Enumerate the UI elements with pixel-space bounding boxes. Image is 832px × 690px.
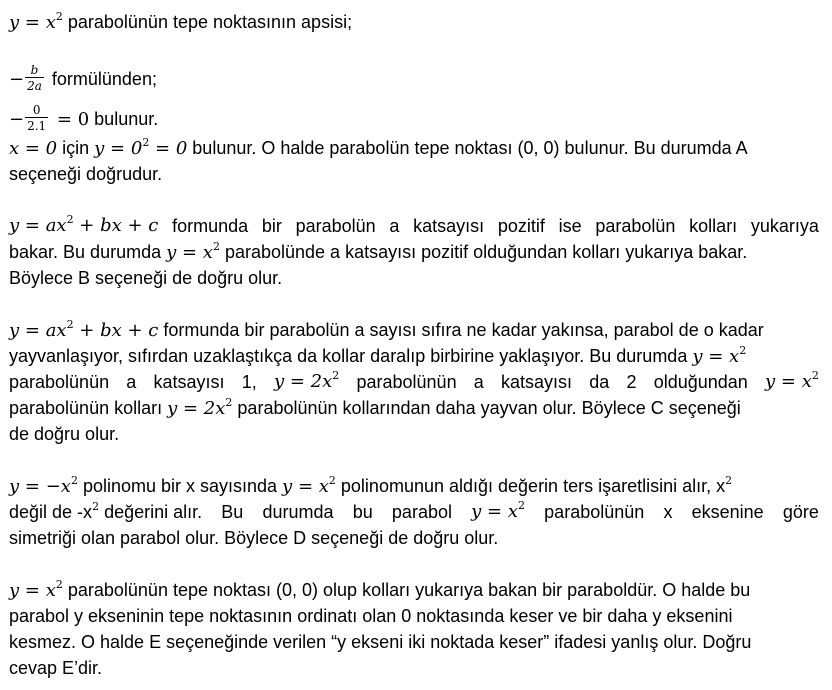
s1-line-2: − $\frac{b}{2a}$ formülünden; bbox=[9, 63, 157, 93]
s3-line-3: parabolünün a katsayısı 1, $y = 2x^2$ parabolünün a katsayısı da 2 olduğundan $y = x^2$ bbox=[9, 371, 819, 395]
s1-line-1: $y = x^2$ parabolünün tepe noktasının apsisi; bbox=[9, 10, 353, 33]
math-y-eq-x: $y = x^2$ bbox=[9, 10, 63, 33]
math-y-eq-x: $y = x^2$ bbox=[471, 499, 525, 522]
math-y-eq-x: $y = x^2$ bbox=[692, 344, 747, 367]
s5-line-1: $y = x^2$ parabolünün tepe noktası (0, 0) olup kolları yukarıya bakan bir paraboldür. O halde bu bbox=[9, 578, 751, 601]
s5-line-2: parabol y ekseninin tepe noktasının ordinatı olan 0 noktasında keser ve bir daha y eksenini bbox=[9, 606, 733, 626]
s3-line-4: parabolünün kolları $y = 2x^2$ parabolünün kollarından daha yayvan olur. Böylece C seçeneği bbox=[9, 396, 741, 419]
s2-line-2: bakar. Bu durumda $y = x^2$ parabolünde a katsayısı pozitif olduğundan kolları yukarıya bakar. bbox=[9, 240, 748, 263]
s5-line-3: kesmez. O halde E seçeneğinde verilen “y ekseni iki noktada keser” ifadesi yanlış olur. Doğru bbox=[9, 632, 752, 652]
fraction-b-over-2a: $\frac{b}{2a}$ bbox=[27, 63, 42, 93]
s3-line-2: yayvanlaşıyor, sıfırdan uzaklaştıkça da kollar daralıp birbirine yaklaşıyor. Bu durumda $y = x^2$ bbox=[9, 344, 747, 367]
s4-line-3: simetriği olan parabol olur. Böylece D seçeneği de doğru olur. bbox=[9, 528, 499, 548]
s1-line-4: x = 0 için $y = 0^2 = 0$ bulunur. O halde parabolün tepe noktası (0, 0) bulunur. Bu durumda A bbox=[9, 136, 748, 159]
fraction-0-over-2-1: $\frac{0}{2.1}$ bbox=[27, 103, 47, 133]
math-y-eq-neg-x: $y = -x^2$ bbox=[9, 474, 78, 497]
math-y-eq-0-sq: $y = 0^2 = 0$ bbox=[94, 136, 188, 159]
s4-line-1: $y = -x^2$ polinomu bir x sayısında $y = x^2$ polinomunun aldığı değerin ters işaretlisini alır, $x^2$ bbox=[9, 474, 733, 497]
s2-line-3: Böylece B seçeneği de doğru olur. bbox=[9, 268, 283, 288]
s1-line-5: seçeneği doğrudur. bbox=[9, 164, 163, 184]
s2-line-1: $y = ax^2$ + bx + c formunda bir parabolün a katsayısı pozitif ise parabolün kolları yukarıya bbox=[9, 215, 819, 239]
math-y-eq-x: $y = x^2$ bbox=[282, 474, 336, 497]
math-general-form: $y = ax^2$ + bx + c bbox=[9, 318, 159, 341]
math-y-eq-2x: $y = 2x^2$ bbox=[273, 369, 340, 392]
math-y-eq-x: $y = x^2$ bbox=[166, 240, 220, 263]
s5-line-4: cevap E’dir. bbox=[9, 658, 103, 678]
s4-line-2: değil de $-x^2$ değerini alır. Bu durumda bu parabol $y = x^2$ parabolünün x eksenine göre bbox=[9, 501, 819, 526]
math-y-eq-2x: $y = 2x^2$ bbox=[167, 396, 233, 419]
s1-line-3: − $\frac{0}{2.1}$ = 0 bulunur. bbox=[9, 103, 159, 133]
math-general-form: $y = ax^2$ + bx + c bbox=[9, 213, 159, 236]
s3-line-5: de doğru olur. bbox=[9, 424, 120, 444]
s3-line-1: $y = ax^2$ + bx + c formunda bir parabolün a sayısı sıfıra ne kadar yakınsa, parabol de o kadar bbox=[9, 318, 764, 341]
math-y-eq-x: $y = x^2$ bbox=[9, 578, 63, 601]
math-y-eq-x: $y = x^2$ bbox=[765, 369, 819, 392]
